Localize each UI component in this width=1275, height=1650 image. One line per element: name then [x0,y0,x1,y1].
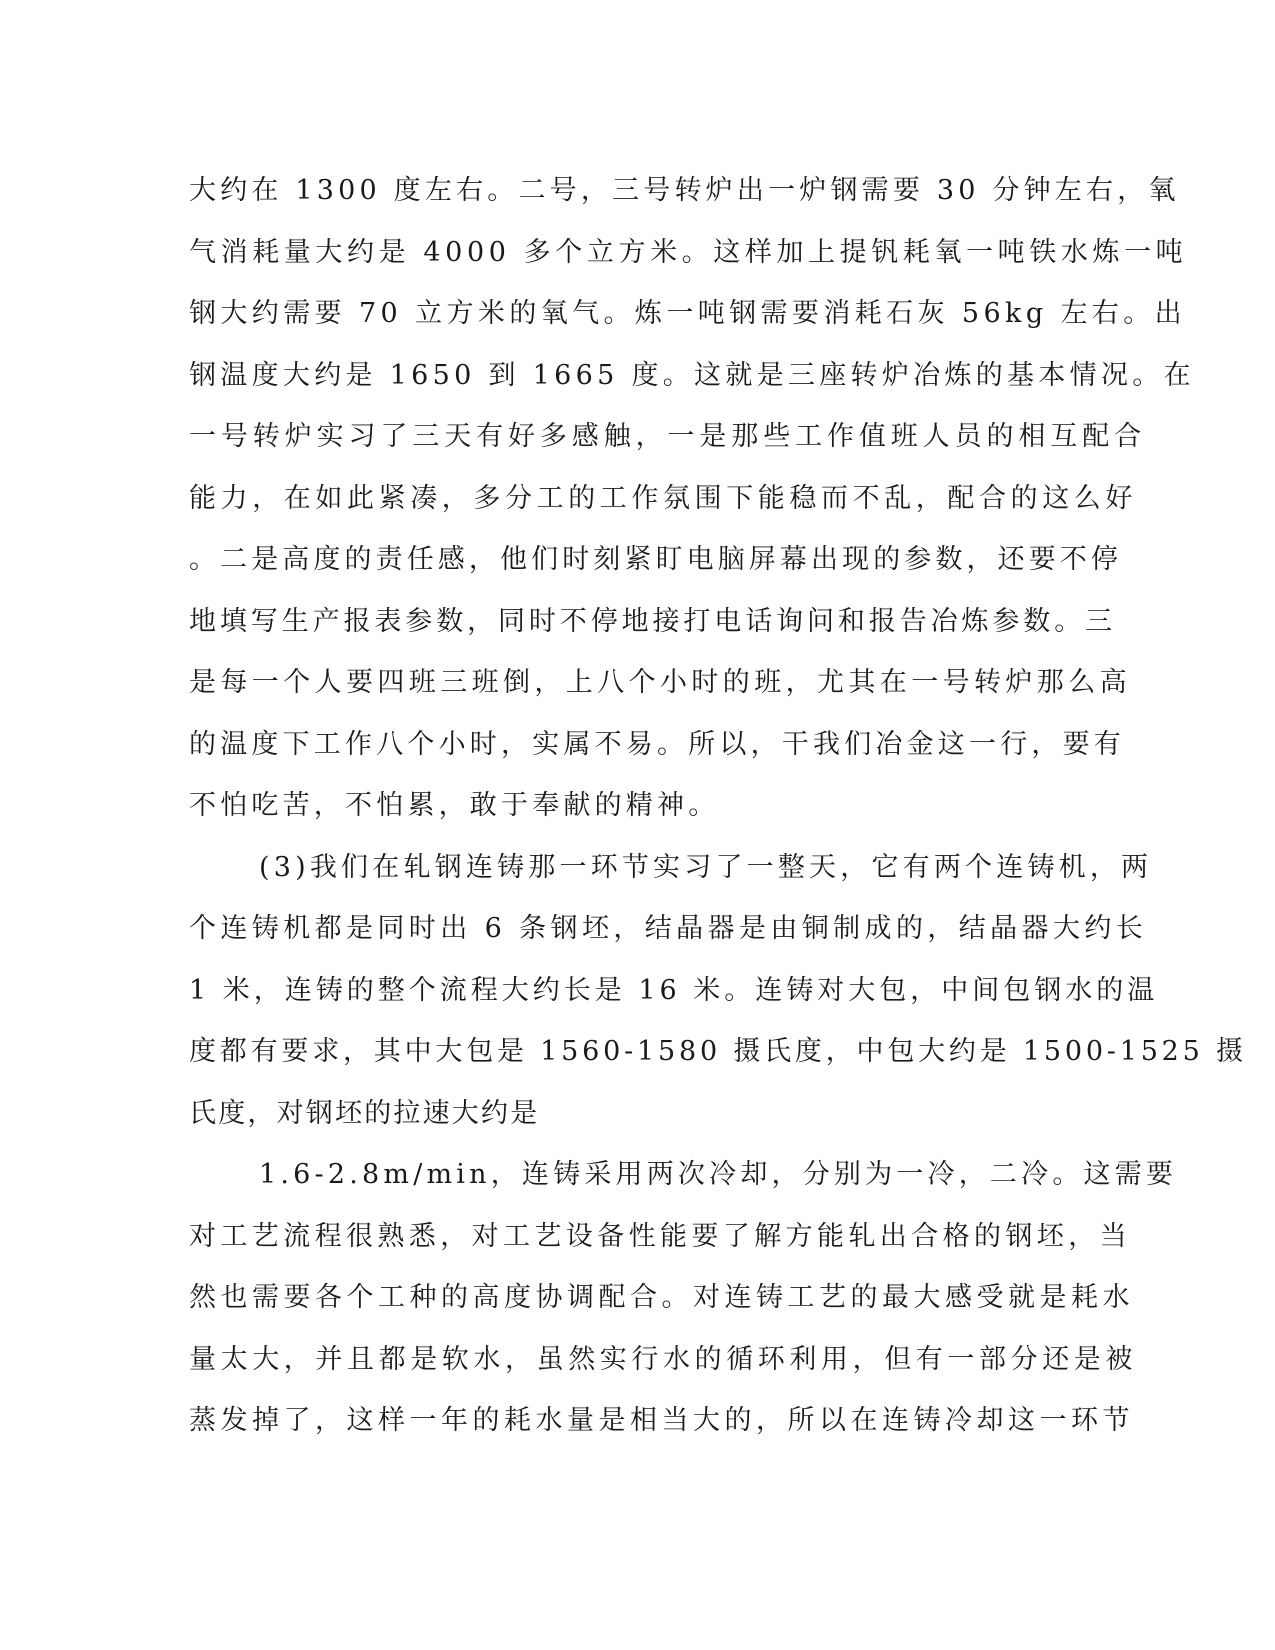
text-line: 氏度，对钢坯的拉速大约是 [189,1097,540,1129]
text-line: 地填写生产报表参数，同时不停地接打电话询问和报告冶炼参数。三 [189,605,1116,637]
text-line: 个连铸机都是同时出 6 条钢坯，结晶器是由铜制成的，结晶器大约长 [189,913,1148,944]
text-line: 钢温度大约是 1650 到 1665 度。这就是三座转炉冶炼的基本情况。在 [189,359,1195,391]
text-line: 大约在 1300 度左右。二号，三号转炉出一炉钢需要 30 分钟左右，氧 [189,175,1180,206]
text-line: 钢大约需要 70 立方米的氧气。炼一吨钢需要消耗石灰 56kg 左右。出 [189,298,1187,329]
paragraph-start-line: 1.6-2.8m/min，连铸采用两次冷却，分别为一冷，二冷。这需要 [259,1159,1178,1190]
text-line: 能力，在如此紧凑，多分工的工作氛围下能稳而不乱，配合的这么好 [189,482,1137,514]
paragraph-start-line: (3)我们在轧钢连铸那一环节实习了一整天，它有两个连铸机，两 [259,851,1153,883]
text-line: 。二是高度的责任感，他们时刻紧盯电脑屏幕出现的参数，还要不停 [189,544,1122,575]
text-line: 度都有要求，其中大包是 1560-1580 摄氏度，中包大约是 1500-1525 摄 [189,1036,1247,1067]
text-line: 气消耗量大约是 4000 多个立方米。这样加上提钒耗氧一吨铁水炼一吨 [189,236,1188,268]
body-text [189,160,1247,1452]
text-line: 不怕吃苦，不怕累，敢于奉献的精神。 [189,790,720,821]
text-line: 的温度下工作八个小时，实属不易。所以，干我们冶金这一行，要有 [189,728,1125,760]
text-line: 对工艺流程很熟悉，对工艺设备性能要了解方能轧出合格的钢坯，当 [189,1220,1131,1252]
text-line: 然也需要各个工种的高度协调配合。对连铸工艺的最大感受就是耗水 [189,1282,1134,1313]
text-line: 1 米，连铸的整个流程大约长是 16 米。连铸对大包，中间包钢水的温 [189,974,1159,1006]
text-line: 量太大，并且都是软水，虽然实行水的循环利用，但有一部分还是被 [189,1343,1137,1375]
text-line: 蒸发掉了，这样一年的耗水量是相当大的，所以在连铸冷却这一环节 [189,1405,1134,1436]
text-line: 是每一个人要四班三班倒，上八个小时的班，尤其在一号转炉那么高 [189,667,1131,698]
text-line: 一号转炉实习了三天有好多感触，一是那些工作值班人员的相互配合 [189,421,1146,452]
